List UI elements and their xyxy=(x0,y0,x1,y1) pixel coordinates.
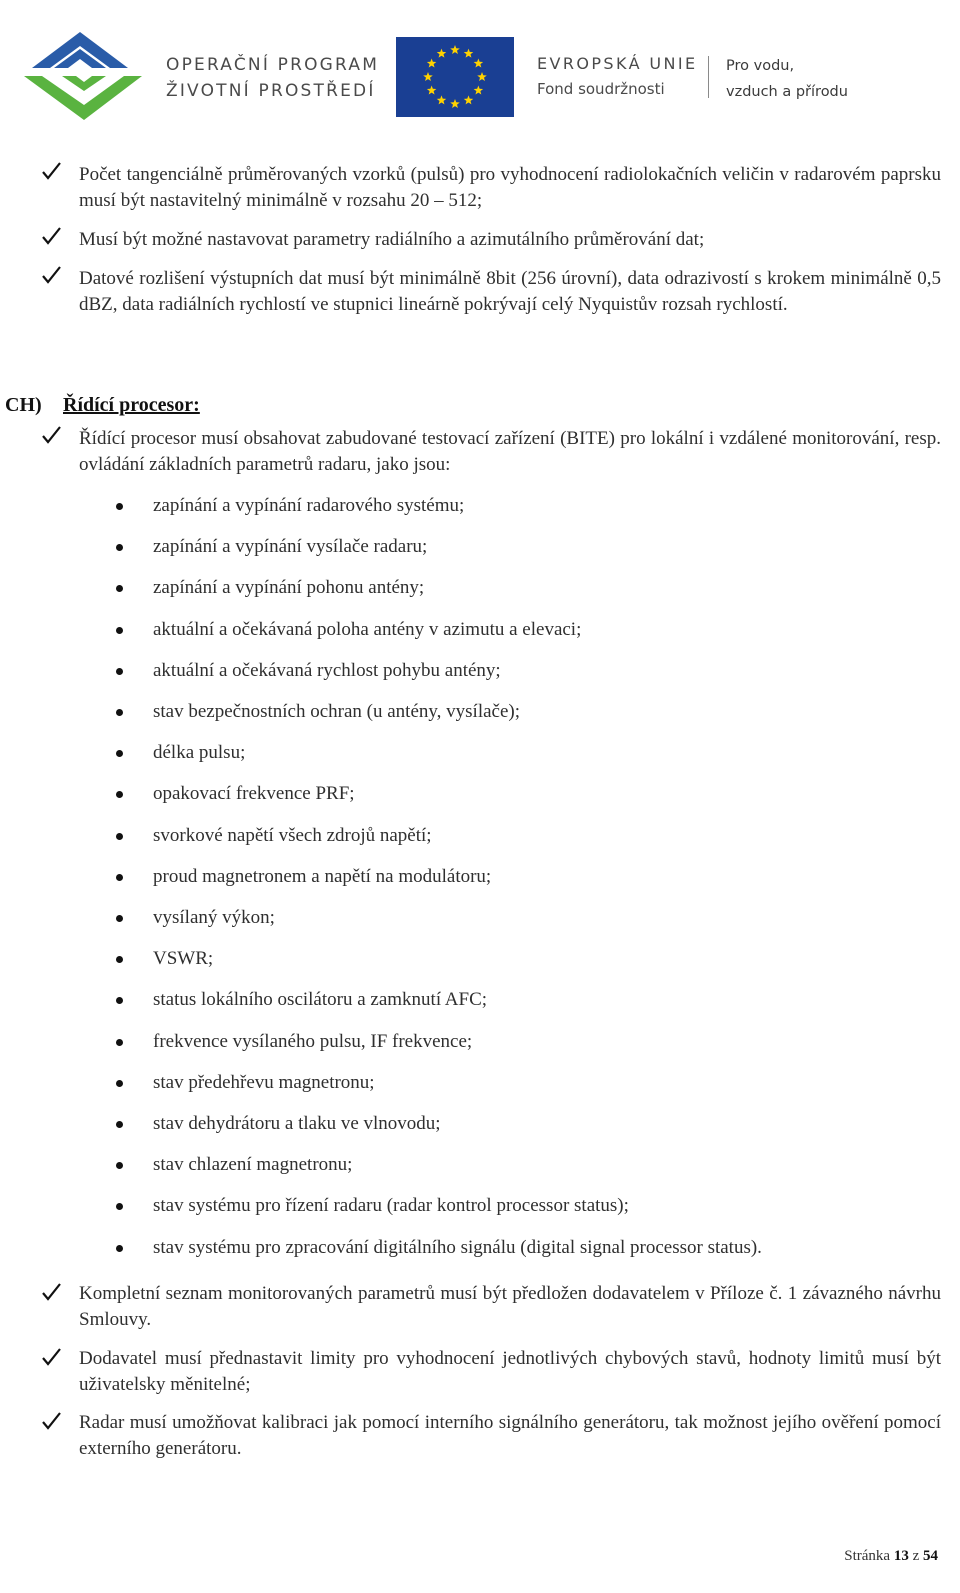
bullet-icon xyxy=(116,668,123,675)
bullet-item: stav dehydrátoru a tlaku ve vlnovodu; xyxy=(153,1113,441,1134)
slogan-line-1: Pro vodu, xyxy=(726,58,795,74)
bullet-item: frekvence vysílaného pulsu, IF frekvence; xyxy=(153,1031,473,1052)
slogan xyxy=(726,53,848,105)
bullet-icon xyxy=(116,874,123,881)
list-item: Radar musí umožňovat kalibraci jak pomocí interního signálního generátoru, tak možnost jejího ověření pomocí externího generátoru. xyxy=(79,1412,941,1459)
bullet-item: status lokálního oscilátoru a zamknutí AFC; xyxy=(153,989,488,1010)
bullet-item: stav systému pro zpracování digitálního signálu (digital signal processor status). xyxy=(153,1237,762,1258)
eu-flag-icon xyxy=(396,37,514,117)
checkmark-icon xyxy=(40,1346,62,1368)
section-title: Řídící procesor: xyxy=(63,394,200,416)
program-line-1: OPERAČNÍ PROGRAM xyxy=(166,55,380,75)
list-item: Dodavatel musí přednastavit limity pro vyhodnocení jednotlivých chybových stavů, hodnoty limitů musí být uživatelsky měnitelné; xyxy=(79,1348,941,1395)
list-item: Musí být možné nastavovat parametry radiálního a azimutálního průměrování dat; xyxy=(79,229,705,250)
bullet-icon xyxy=(116,997,123,1004)
bullet-icon xyxy=(116,1162,123,1169)
bullet-item: zapínání a vypínání pohonu antény; xyxy=(153,577,425,598)
page-of: z xyxy=(912,1548,920,1564)
bullet-item: stav chlazení magnetronu; xyxy=(153,1154,353,1175)
eu-block xyxy=(537,52,698,102)
checkmark-icon xyxy=(40,1281,62,1303)
bullet-item: svorkové napětí všech zdrojů napětí; xyxy=(153,825,432,846)
bullet-icon xyxy=(116,1121,123,1128)
bullet-icon xyxy=(116,1245,123,1252)
eu-fund: Fond soudržnosti xyxy=(537,80,665,98)
bullet-icon xyxy=(116,627,123,634)
bullet-icon xyxy=(116,1203,123,1210)
bullet-icon xyxy=(116,503,123,510)
bullet-item: zapínání a vypínání radarového systému; xyxy=(153,495,465,516)
bullet-item: zapínání a vypínání vysílače radaru; xyxy=(153,536,428,557)
list-item: Řídící procesor musí obsahovat zabudované testovací zařízení (BITE) pro lokální i vzdálené monitorování, resp. ovládání základních parametrů radaru, jako jsou: xyxy=(79,428,941,475)
page-header xyxy=(0,0,960,130)
section-heading xyxy=(5,392,200,418)
list-item: Počet tangenciálně průměrovaných vzorků (pulsů) pro vyhodnocení radiolokačních veličin v radarovém paprsku musí být nastavitelný minimálně v rozsahu 20 – 512; xyxy=(79,164,941,211)
page-current: 13 xyxy=(893,1548,909,1564)
checkmark-icon xyxy=(40,225,62,247)
bullet-icon xyxy=(116,709,123,716)
list-item: Kompletní seznam monitorovaných parametrů musí být předložen dodavatelem v Příloze č. 1 závazného návrhu Smlouvy. xyxy=(79,1283,941,1330)
page-total: 54 xyxy=(923,1548,938,1564)
list-item: Datové rozlišení výstupních dat musí být minimálně 8bit (256 úrovní), data odrazivostí s krokem minimálně 0,5 dBZ, data radiálních rychlostí ve stupnici lineárně pokrývají celý Nyquistův rozsah rychlostí. xyxy=(79,268,941,315)
bullet-icon xyxy=(116,585,123,592)
bullet-icon xyxy=(116,544,123,551)
checkmark-icon xyxy=(40,1410,62,1432)
bullet-icon xyxy=(116,1080,123,1087)
program-line-2: ŽIVOTNÍ PROSTŘEDÍ xyxy=(166,81,376,101)
bullet-item: VSWR; xyxy=(153,948,214,969)
program-name xyxy=(166,52,379,104)
bullet-item: opakovací frekvence PRF; xyxy=(153,783,355,804)
slogan-line-2: vzduch a přírodu xyxy=(726,84,848,100)
opzp-logo-icon xyxy=(22,28,144,123)
checkmark-icon xyxy=(40,264,62,286)
bullet-item: stav předehřevu magnetronu; xyxy=(153,1072,375,1093)
eu-title: EVROPSKÁ UNIE xyxy=(537,54,698,73)
page-number xyxy=(844,1548,938,1565)
bullet-icon xyxy=(116,956,123,963)
bullet-icon xyxy=(116,750,123,757)
bullet-item: aktuální a očekávaná poloha antény v azimutu a elevaci; xyxy=(153,619,582,640)
section-label: CH) xyxy=(5,394,42,416)
bullet-icon xyxy=(116,915,123,922)
checkmark-icon xyxy=(40,424,62,446)
header-divider xyxy=(708,56,709,98)
bullet-item: proud magnetronem a napětí na modulátoru; xyxy=(153,866,492,887)
bullet-item: stav bezpečnostních ochran (u antény, vysílače); xyxy=(153,701,521,722)
checkmark-icon xyxy=(40,160,62,182)
bullet-item: aktuální a očekávaná rychlost pohybu antény; xyxy=(153,660,501,681)
bullet-icon xyxy=(116,791,123,798)
bullet-icon xyxy=(116,1039,123,1046)
bullet-item: vysílaný výkon; xyxy=(153,907,275,928)
page-word: Stránka xyxy=(844,1548,891,1564)
bullet-item: stav systému pro řízení radaru (radar kontrol processor status); xyxy=(153,1195,629,1216)
bullet-icon xyxy=(116,833,123,840)
bullet-item: délka pulsu; xyxy=(153,742,246,763)
